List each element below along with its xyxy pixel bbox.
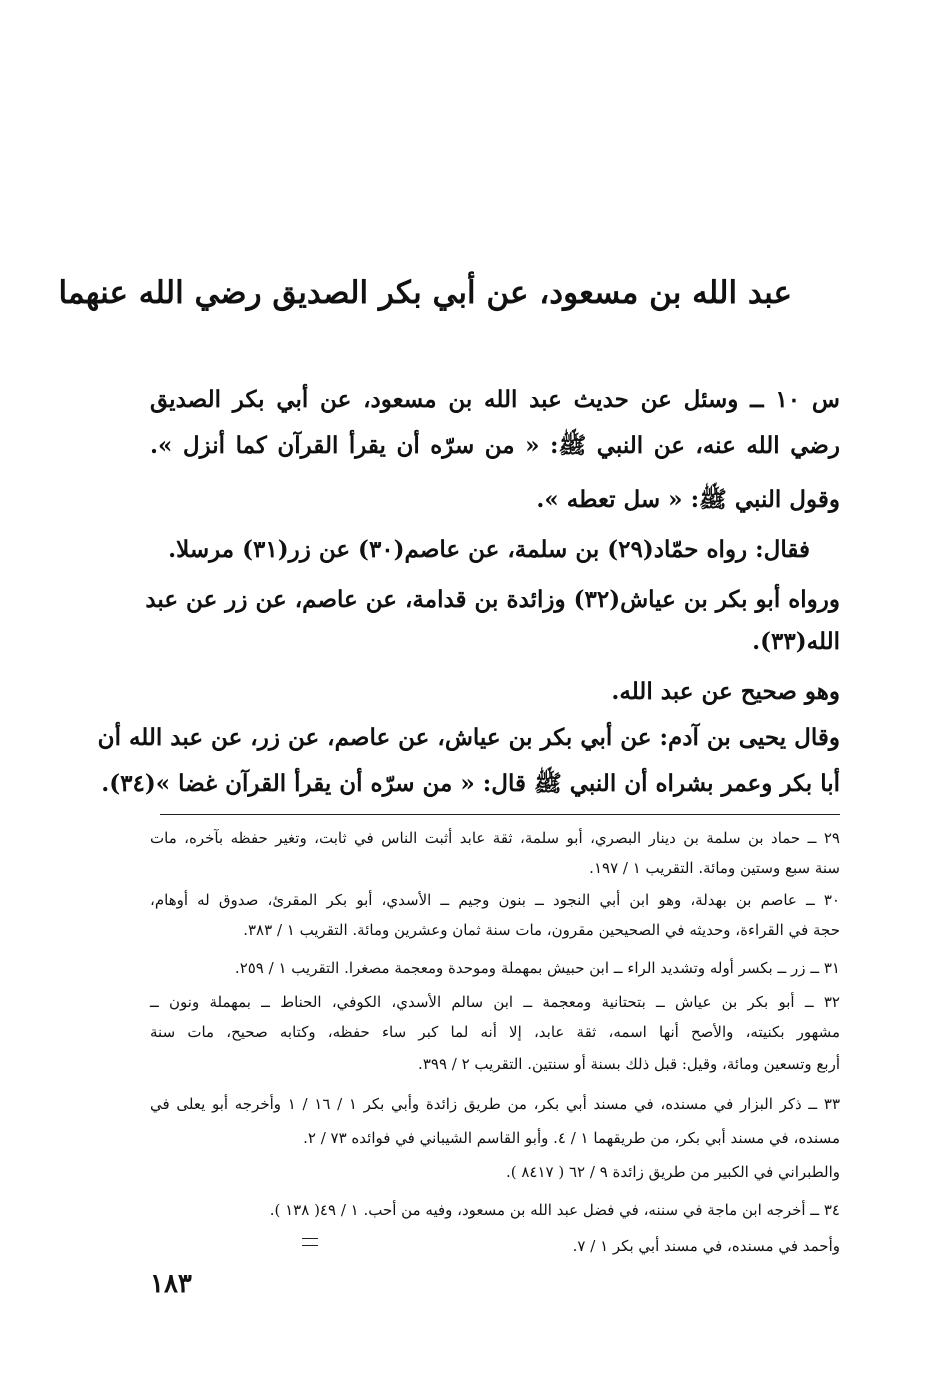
body-line: أبا بكر وعمر بشراه أن النبي ﷺ قال: « من سرّه أن يقرأ القرآن غضا »(٣٤). bbox=[101, 770, 840, 797]
body-line: وقول النبي ﷺ: « سل تعطه ». bbox=[536, 486, 840, 513]
footnote-line: حجة في القراءة، وحديثه في الصحيحين مقرون، مات سنة ثمان وعشرين ومائة. التقريب ١ / ٣٨٣. bbox=[243, 921, 840, 939]
footnote-line: مسنده، في مسند أبي بكر، من طريقهما ١ / ٤. وأبو القاسم الشيباني في فوائده ٧٣ / ٢. bbox=[303, 1129, 840, 1147]
footnote-line: ٣٤ ــ أخرجه ابن ماجة في سننه، في فضل عبد الله بن مسعود، وفيه من أحب. ١ / ٤٩( ١٣٨ ). bbox=[269, 1201, 840, 1219]
body-line: ورواه أبو بكر بن عياش(٣٢) وزائدة بن قدامة، عن عاصم، عن زر عن عبد bbox=[145, 586, 840, 613]
footnote-line: ٢٩ ــ حماد بن سلمة بن دينار البصري، أبو سلمة، ثقة عابد أثبت الناس في ثابت، وتغير حفظه بآخره، مات bbox=[150, 829, 840, 847]
body-line: فقال: رواه حمّاد(٢٩) بن سلمة، عن عاصم(٣٠) عن زر(٣١) مرسلا. bbox=[168, 536, 810, 563]
body-line: وهو صحيح عن عبد الله. bbox=[611, 678, 840, 705]
footnote-line: أربع وتسعين ومائة، وقيل: قبل ذلك بسنة أو سنتين. التقريب ٢ / ٣٩٩. bbox=[418, 1055, 840, 1073]
chapter-title: عبد الله بن مسعود، عن أبي بكر الصديق رضي الله عنهما bbox=[58, 275, 792, 311]
body-line: رضي الله عنه، عن النبي ﷺ: « من سرّه أن يقرأ القرآن كما أنزل ». bbox=[150, 432, 840, 459]
continuation-mark bbox=[302, 1238, 318, 1246]
body-line: الله(٣٣). bbox=[752, 628, 840, 655]
page-number: ١٨٣ bbox=[150, 1269, 192, 1299]
footnote-line: سنة سبع وستين ومائة. التقريب ١ / ١٩٧. bbox=[589, 859, 840, 877]
footnote-line: ٣٠ ــ عاصم بن بهدلة، وهو ابن أبي النجود ــ بنون وجيم ــ الأسدي، أبو بكر المقرئ، صدوق له أوهام، bbox=[150, 891, 840, 909]
footnote-line: مشهور بكنيته، والأصح أنها اسمه، ثقة عابد، إلا أنه لما كبر ساء حفظه، وكتابه صحيح، مات سنة bbox=[150, 1023, 840, 1041]
footnote-line: وأحمد في مسنده، في مسند أبي بكر ١ / ٧. bbox=[572, 1237, 840, 1255]
footnote-line: ٣١ ــ زر ــ بكسر أوله وتشديد الراء ــ ابن حبيش بمهملة وموحدة ومعجمة مصغرا. التقريب ١ / ٢٥٩. bbox=[234, 959, 840, 977]
footnote-line: ٣٢ ــ أبو بكر بن عياش ــ بتحتانية ومعجمة ــ ابن سالم الأسدي، الكوفي، الحناط ــ بمهملة ونون ــ bbox=[150, 993, 840, 1011]
body-line: س ١٠ ــ وسئل عن حديث عبد الله بن مسعود، عن أبي بكر الصديق bbox=[150, 386, 840, 413]
footnote-separator bbox=[160, 814, 840, 815]
footnote-line: ٣٣ ــ ذكر البزار في مسنده، في مسند أبي بكر، من طريق زائدة وأبي بكر ١ / ١٦ / ١ وأخرجه أبو يعلى في bbox=[150, 1095, 841, 1113]
footnote-line: والطبراني في الكبير من طريق زائدة ٩ / ٦٢ ( ٨٤١٧ ). bbox=[505, 1163, 840, 1181]
body-line: وقال يحيى بن آدم: عن أبي بكر بن عياش، عن عاصم، عن زر، عن عبد الله أن bbox=[97, 724, 840, 751]
